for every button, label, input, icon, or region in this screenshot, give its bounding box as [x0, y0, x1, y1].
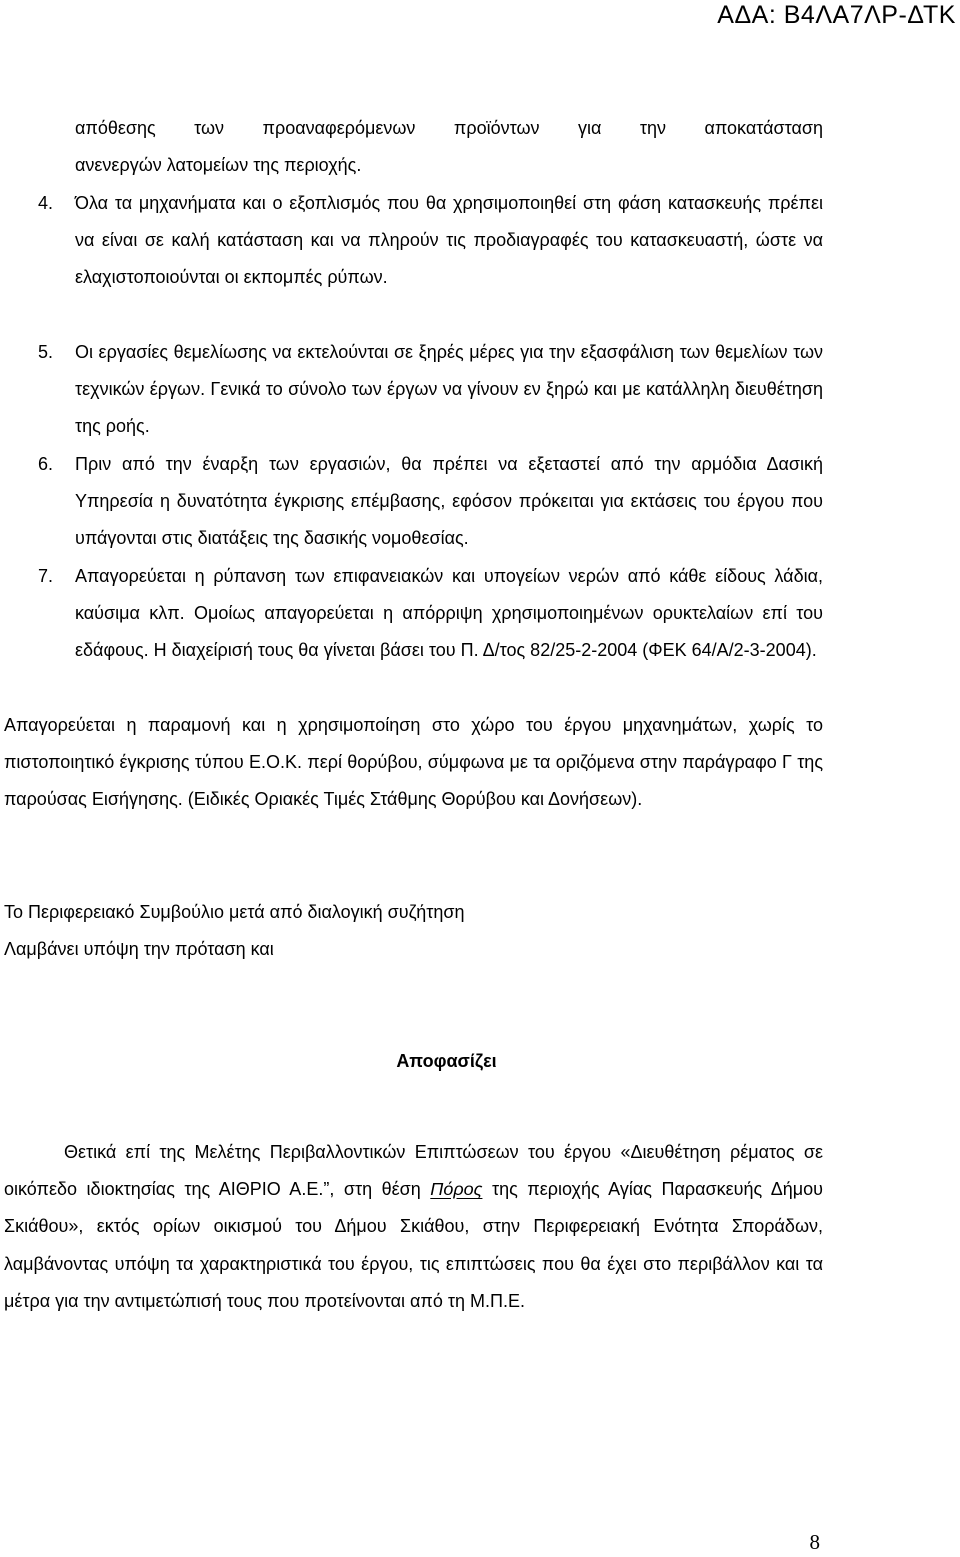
- list-item-number: 4.: [38, 193, 54, 213]
- list-item-text: Όλα τα μηχανήματα και ο εξοπλισμός που θα χρησιμοποιηθεί στη φάση κατασκευής πρέπει να είναι σε καλή κατάσταση και να πληρούν τις προδιαγραφές του κατασκευαστή, ώστε να ελαχιστοποιούνται οι εκπομπές ρύπων.: [75, 193, 823, 288]
- list-item-7: [0, 558, 960, 670]
- decision-text-part-2: της περιοχής Αγίας Παρασκευής Δήμου Σκιάθου», εκτός ορίων οικισμού του Δήμου Σκιάθου, στην Περιφερειακή Ενότητα Σποράδων, λαμβάνοντας υπόψη τα χαρακτηριστικά του έργου, τις επιπτώσεις που θα έχει στο περιβάλλον και τα μέτρα για την αντιμετώπισή τους που προτείνονται από τη Μ.Π.Ε.: [4, 1179, 823, 1311]
- list-item: [0, 185, 960, 297]
- list-item-6: [0, 446, 960, 558]
- decision-paragraph: [0, 1134, 960, 1320]
- council-line-1: Το Περιφερειακό Συμβούλιο μετά από διαλογική συζήτηση: [4, 902, 465, 922]
- paragraph-text: Απαγορεύεται η παραμονή και η χρησιμοποίηση στο χώρο του έργου μηχανημάτων, χωρίς το πιστοποιητικό έγκρισης τύπου Ε.Ο.Κ. περί θορύβου, σύμφωνα με τα οριζόμενα στην παράγραφο Γ της παρούσας Εισήγησης. (Ειδικές Οριακές Τιμές Στάθμης Θορύβου και Δονήσεων).: [4, 715, 823, 810]
- list-item-number: 5.: [38, 342, 54, 362]
- list-item: [0, 446, 960, 558]
- list-item-number: 6.: [38, 454, 54, 474]
- list-item-text: Οι εργασίες θεμελίωσης να εκτελούνται σε ξηρές μέρες για την εξασφάλιση των θεμελίων των τεχνικών έργων. Γενικά το σύνολο των έργων να γίνουν εν ξηρώ και με κατάλληλη διευθέτηση της ροής.: [75, 342, 823, 437]
- decision-place-name: Πόρος: [430, 1179, 483, 1200]
- list-item-text: Πριν από την έναρξη των εργασιών, θα πρέπει να εξεταστεί από την αρμόδια Δασική Υπηρεσία η δυνατότητα έγκρισης επέμβασης, εφόσον πρόκειται για εκτάσεις του έργου που υπάγονται στις διατάξεις της δασικής νομοθεσίας.: [75, 454, 823, 549]
- decision-heading: Αποφασίζει: [396, 1051, 497, 1071]
- decision-text: [0, 1134, 960, 1320]
- list-item-line: ανενεργών λατομείων της περιοχής.: [75, 155, 362, 176]
- noise-paragraph: [0, 707, 960, 819]
- list-item-4: [0, 185, 960, 297]
- list-item: [0, 334, 960, 446]
- page-number: 8: [809, 1530, 820, 1554]
- list-item-line: απόθεσης των προαναφερόμενων προϊόντων για την αποκατάσταση: [75, 118, 823, 138]
- council-line-2: Λαμβάνει υπόψη την πρόταση και: [4, 939, 274, 960]
- list-item-text: Απαγορεύεται η ρύπανση των επιφανειακών και υπογείων νερών από κάθε είδους λάδια, καύσιμα κλπ. Ομοίως απαγορεύεται η απόρριψη χρησιμοποιημένων ορυκτελαίων επί του εδάφους. Η διαχείρισή τους θα γίνεται βάσει του Π. Δ/τος 82/25-2-2004 (ΦΕΚ 64/Α/2-3-2004).: [75, 566, 823, 661]
- list-item-5: [0, 334, 960, 446]
- list-item: [0, 558, 960, 670]
- list-item-number: 7.: [38, 566, 54, 586]
- ada-code-header: ΑΔΑ: Β4ΛΑ7ΛΡ-ΔΤΚ: [717, 1, 956, 29]
- council-statement: [0, 894, 960, 968]
- decision-text-part-1: Θετικά επί της Μελέτης Περιβαλλοντικών Επιπτώσεων του έργου «Διευθέτηση ρέματος σε οικόπεδο ιδιοκτησίας της ΑΙΘΡΙΟ Α.Ε.”, στη θέση: [4, 1142, 823, 1200]
- list-item-continuation: [0, 110, 960, 184]
- list-item: [0, 110, 960, 184]
